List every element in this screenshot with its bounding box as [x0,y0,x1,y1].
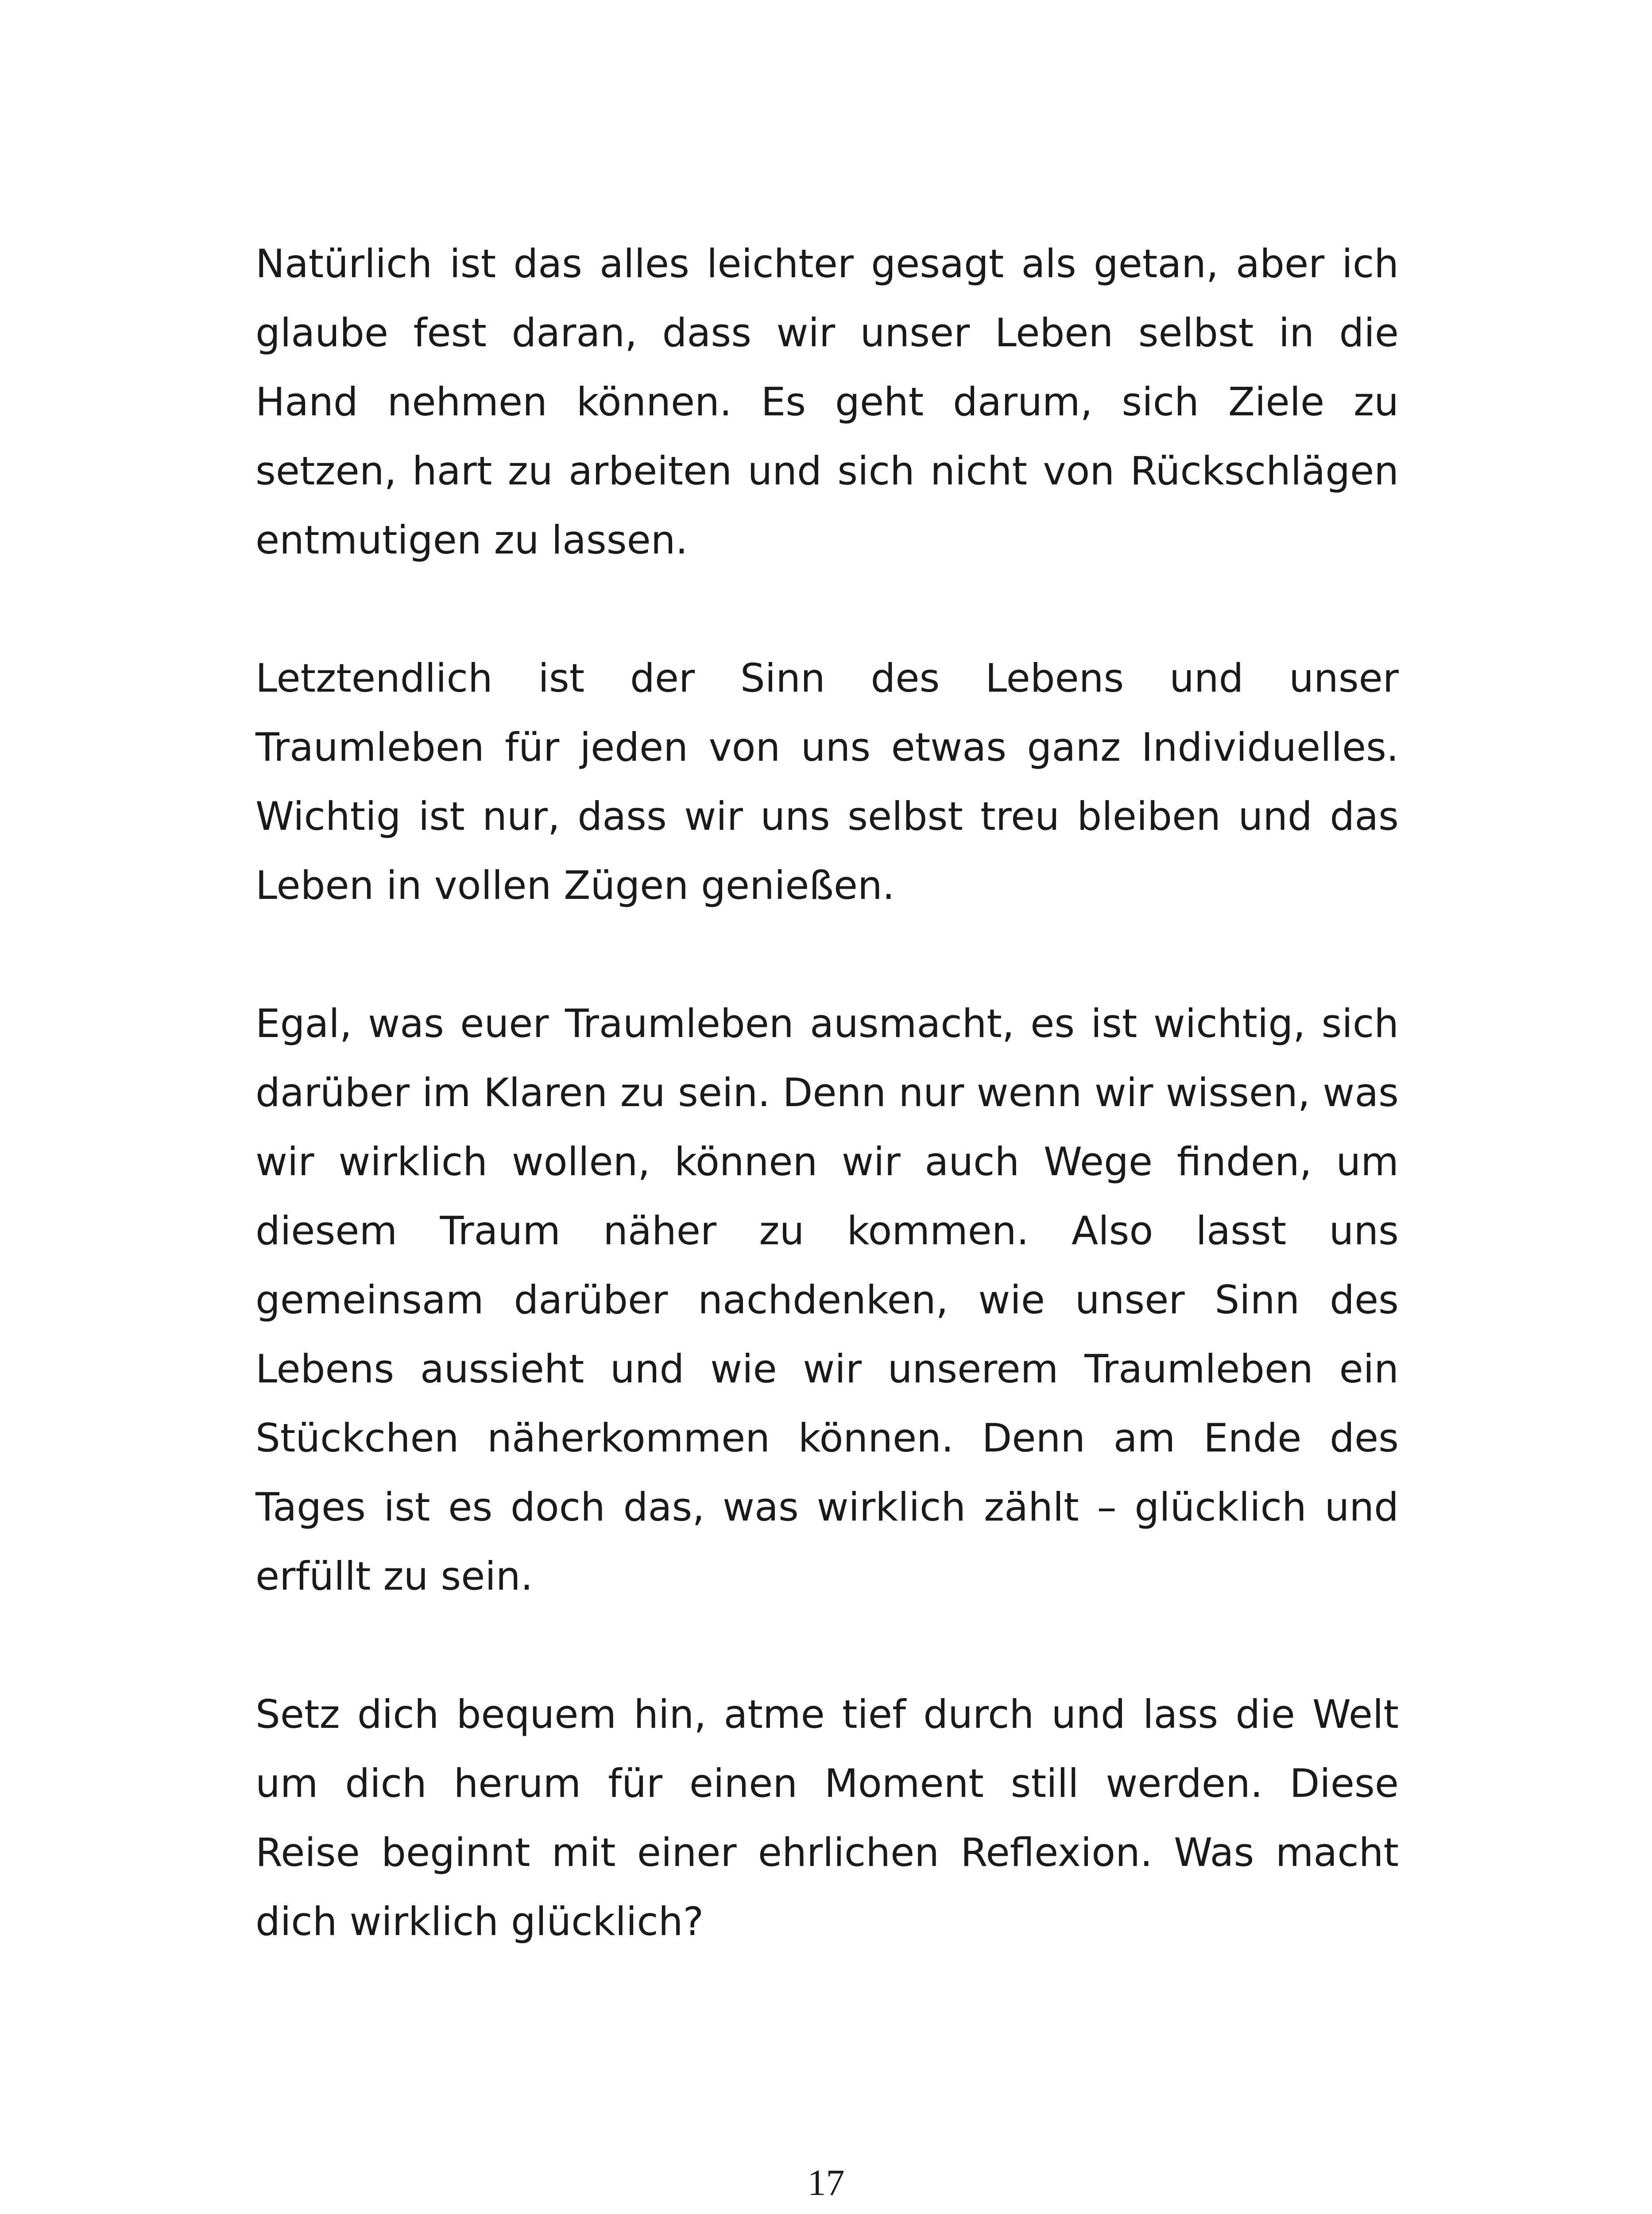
paragraph-4: Setz dich bequem hin, atme tief durch und lass die Welt um dich herum für einen Moment still werden. Diese Reise beginnt mit einer ehrlichen Reflexion. Was macht dich wirklich glücklich? [255,1691,1399,1944]
page-number: 17 [807,2162,845,2203]
paragraph-1: Natürlich ist das alles leichter gesagt als getan, aber ich glaube fest daran, dass wir unser Leben selbst in die Hand nehmen können. Es geht darum, sich Ziele zu setzen, hart zu arbeiten und sich nicht von Rückschlägen entmutigen zu lassen. [255,241,1399,563]
paragraph-3: Egal, was euer Traumleben ausmacht, es ist wichtig, sich darüber im Klaren zu sein. Denn nur wenn wir wissen, was wir wirklich wollen, können wir auch Wege finden, um diesem Traum näher zu kommen. Also lasst uns gemeinsam darüber nachdenken, wie unser Sinn des Lebens aussieht und wie wir unserem Traumleben ein Stückchen näherkommen können. Denn am Ende des Tages ist es doch das, was wirklich zählt – glücklich und erfüllt zu sein. [255,1001,1399,1599]
body-text [255,229,1399,2025]
paragraph-2: Letztendlich ist der Sinn des Lebens und unser Traumleben für jeden von uns etwas ganz Individuelles. Wichtig ist nur, dass wir uns selbst treu bleiben und das Leben in vollen Zügen genießen. [255,655,1399,908]
